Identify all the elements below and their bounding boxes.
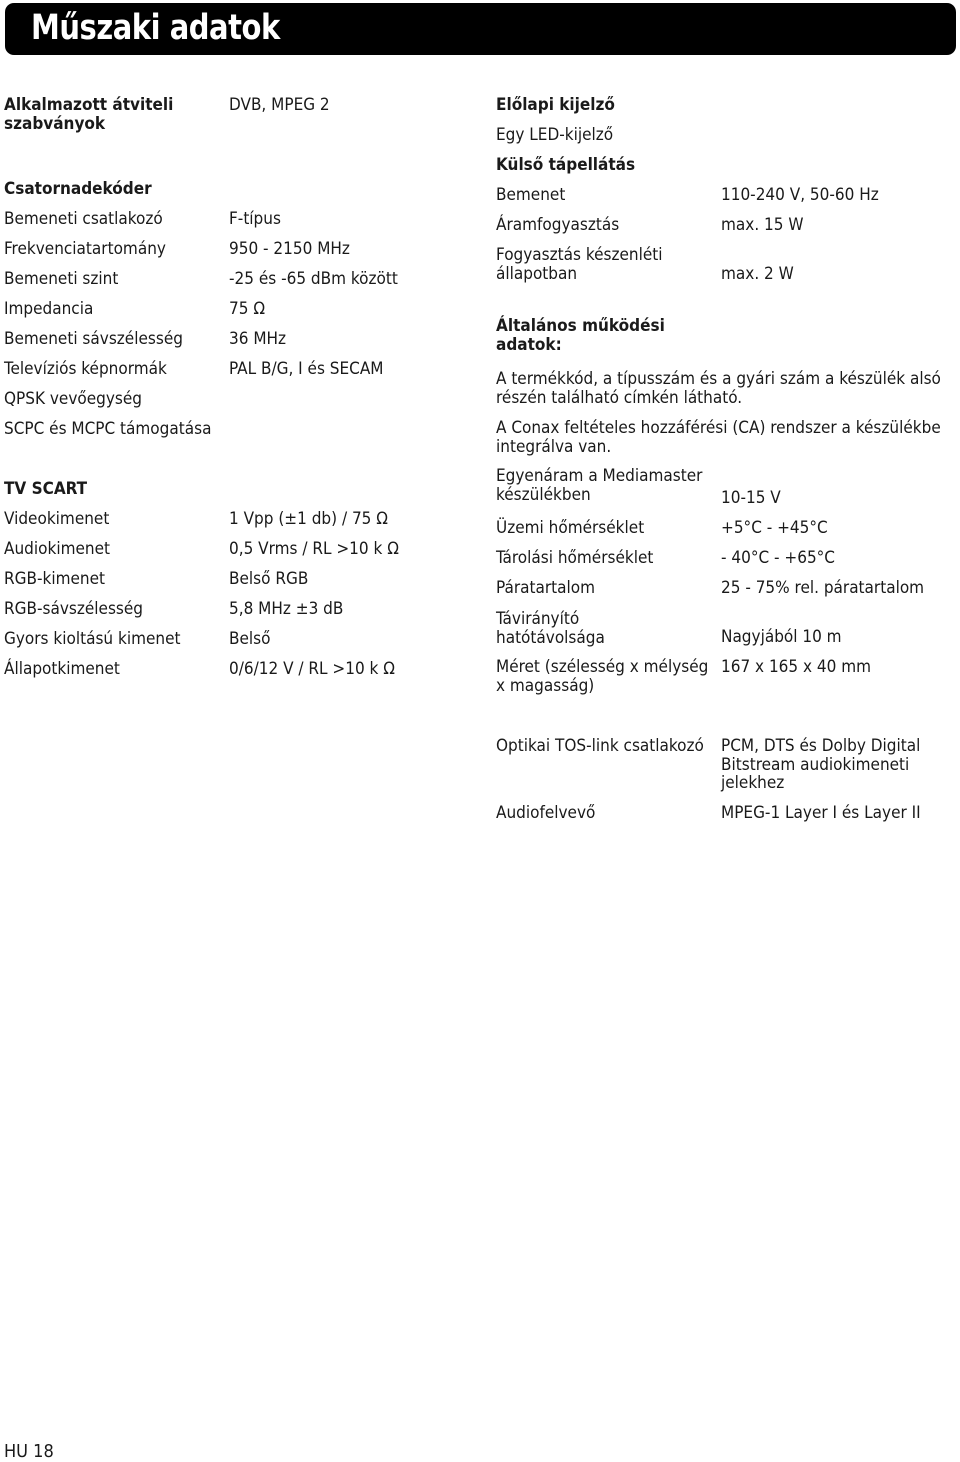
spec-value: 75 Ω [229, 299, 266, 319]
scart-heading: TV SCART [4, 479, 88, 499]
general-heading: Általános működési adatok: [496, 316, 665, 355]
audio-recorder-label: Audiofelvevő [496, 803, 596, 823]
general-label: Üzemi hőmérséklet [496, 518, 645, 538]
general-label: Tárolási hőmérséklet [496, 548, 654, 568]
scart-label: Gyors kioltású kimenet [4, 629, 181, 649]
general-value: +5°C - +45°C [721, 518, 828, 538]
spec-label: Bemeneti csatlakozó [4, 209, 163, 229]
spec-label: Televíziós képnormák [4, 359, 167, 379]
spec-label: Bemeneti szint [4, 269, 119, 289]
power-value: max. 2 W [721, 264, 794, 284]
spec-value: 950 - 2150 MHz [229, 239, 350, 259]
scart-value: 0/6/12 V / RL >10 k Ω [229, 659, 395, 679]
scart-label: Állapotkimenet [4, 659, 120, 679]
spec-label: Impedancia [4, 299, 94, 319]
spec-value: PAL B/G, I és SECAM [229, 359, 384, 379]
scart-label: Audiokimenet [4, 539, 110, 559]
scart-label: Videokimenet [4, 509, 110, 529]
decoder-heading: Csatornadekóder [4, 179, 152, 199]
spec-label: SCPC és MCPC támogatása [4, 419, 212, 439]
power-label: Fogyasztás készenléti állapotban [496, 245, 663, 284]
optical-link-label: Optikai TOS-link csatlakozó [496, 736, 704, 756]
power-supply-heading: Külső tápellátás [496, 155, 636, 175]
scart-value: 1 Vpp (±1 db) / 75 Ω [229, 509, 388, 529]
spec-value: 36 MHz [229, 329, 287, 349]
general-value: 10-15 V [721, 488, 781, 508]
title-bar [5, 3, 956, 55]
page-number: HU 18 [4, 1441, 54, 1462]
transmission-standards-label: Alkalmazott átviteli szabványok [4, 95, 174, 134]
page-title: Műszaki adatok [31, 8, 280, 48]
spec-label: Frekvenciatartomány [4, 239, 166, 259]
power-value: 110-240 V, 50-60 Hz [721, 185, 879, 205]
general-label: Egyenáram a Mediamaster készülékben [496, 466, 703, 505]
power-label: Bemenet [496, 185, 566, 205]
general-value: 167 x 165 x 40 mm [721, 657, 872, 677]
optical-link-value: PCM, DTS és Dolby Digital Bitstream audiokimeneti jelekhez [721, 736, 921, 794]
front-display-heading: Előlapi kijelző [496, 95, 615, 115]
scart-value: 5,8 MHz ±3 dB [229, 599, 344, 619]
general-value: - 40°C - +65°C [721, 548, 835, 568]
power-value: max. 15 W [721, 215, 804, 235]
spec-value: -25 és -65 dBm között [229, 269, 398, 289]
general-value: 25 - 75% rel. páratartalom [721, 578, 925, 598]
scart-value: Belső RGB [229, 569, 309, 589]
general-label: Méret (szélesség x mélység x magasság) [496, 657, 709, 696]
audio-recorder-value: MPEG-1 Layer I és Layer II [721, 803, 921, 823]
general-label: Távirányító hatótávolsága [496, 609, 605, 648]
scart-value: Belső [229, 629, 271, 649]
general-label: Páratartalom [496, 578, 596, 598]
scart-label: RGB-sávszélesség [4, 599, 144, 619]
transmission-standards-value: DVB, MPEG 2 [229, 95, 330, 115]
spec-value: F-típus [229, 209, 281, 229]
spec-label: Bemeneti sávszélesség [4, 329, 183, 349]
front-display-value: Egy LED-kijelző [496, 125, 614, 145]
spec-label: QPSK vevőegység [4, 389, 142, 409]
scart-label: RGB-kimenet [4, 569, 106, 589]
scart-value: 0,5 Vrms / RL >10 k Ω [229, 539, 399, 559]
power-label: Áramfogyasztás [496, 215, 620, 235]
note-product-code: A termékkód, a típusszám és a gyári szám a készülék alsó részén található címkén látható. [496, 369, 941, 408]
general-value: Nagyjából 10 m [721, 627, 842, 647]
note-conax: A Conax feltételes hozzáférési (CA) rendszer a készülékbe integrálva van. [496, 418, 941, 457]
